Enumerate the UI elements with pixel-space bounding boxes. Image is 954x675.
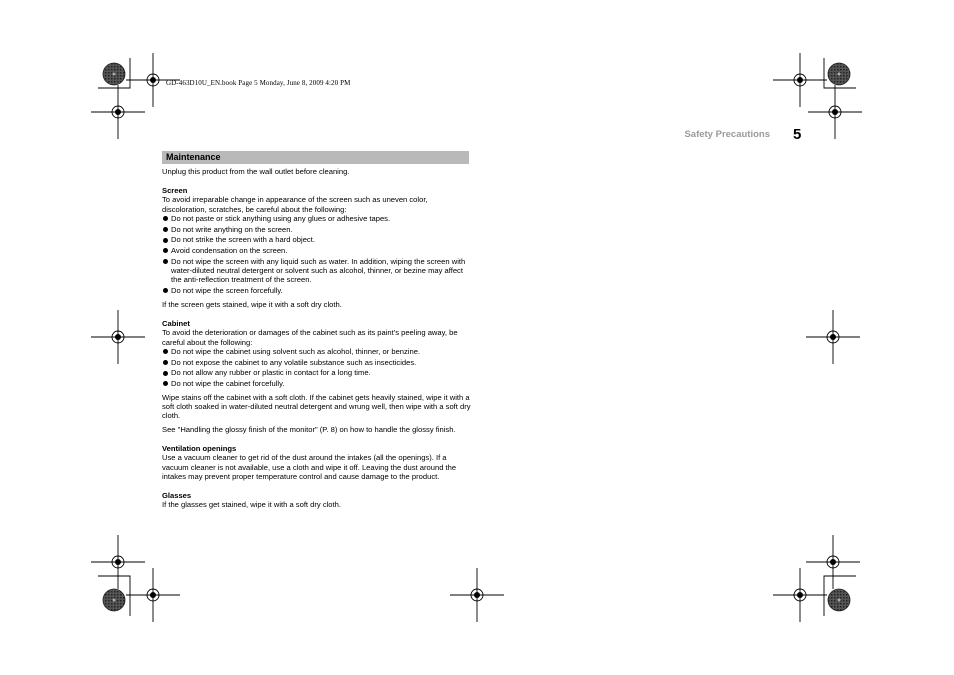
list-item: Do not allow any rubber or plastic in contact for a long time. xyxy=(162,368,472,377)
list-item: Do not write anything on the screen. xyxy=(162,225,472,234)
running-head: Safety Precautions xyxy=(684,129,770,140)
maintenance-content xyxy=(162,167,472,509)
section-title: Maintenance xyxy=(166,152,221,162)
screen-heading: Screen xyxy=(162,186,188,196)
screen-bullet-list xyxy=(162,214,472,296)
list-item: Do not expose the cabinet to any volatile substance such as insecticides. xyxy=(162,358,472,367)
registration-mark xyxy=(91,310,145,364)
list-item: Avoid condensation on the screen. xyxy=(162,246,472,255)
registration-mark xyxy=(808,85,862,139)
cabinet-bullet-list xyxy=(162,347,472,389)
screen-after-paragraph: If the screen gets stained, wipe it with a soft dry cloth. xyxy=(162,299,342,309)
book-file-info: GD-463D10U_EN.book Page 5 Monday, June 8, 2009 4:20 PM xyxy=(166,79,351,87)
star-target-top-right xyxy=(828,63,850,85)
registration-mark xyxy=(773,53,827,107)
list-item: Do not wipe the cabinet forcefully. xyxy=(162,379,472,388)
registration-mark xyxy=(806,310,860,364)
ventilation-heading: Ventilation openings xyxy=(162,444,237,454)
star-target-bottom-right xyxy=(828,589,850,611)
list-item: Do not strike the screen with a hard object. xyxy=(162,235,472,244)
registration-mark xyxy=(91,85,145,139)
ventilation-paragraph: Use a vacuum cleaner to get rid of the dust around the intakes (all the openings). If a vacuum cleaner is not available, use a cloth and wipe it off. Leaving the dust around the intakes may prevent proper temperature control and cause damage to the product. xyxy=(162,453,457,481)
page-number: 5 xyxy=(793,126,802,143)
registration-mark xyxy=(91,535,145,589)
list-item: Do not wipe the screen with any liquid such as water. In addition, wiping the screen with water-diluted neutral detergent or solvent such as alcohol, thinner, or bezine may affect the anti-reflection treatment of the screen. xyxy=(162,257,472,285)
list-item: Do not wipe the screen forcefully. xyxy=(162,286,472,295)
glasses-paragraph: If the glasses get stained, wipe it with a soft dry cloth. xyxy=(162,500,341,510)
star-target-bottom-left xyxy=(103,589,125,611)
registration-mark xyxy=(806,535,860,589)
list-item: Do not paste or stick anything using any glues or adhesive tapes. xyxy=(162,214,472,223)
registration-mark xyxy=(773,568,827,622)
section-heading-bar xyxy=(162,151,469,164)
cabinet-after-paragraph-2: See "Handling the glossy finish of the monitor" (P. 8) on how to handle the glossy finish. xyxy=(162,424,456,434)
star-target-top-left xyxy=(103,63,125,85)
cabinet-heading: Cabinet xyxy=(162,319,190,329)
registration-mark xyxy=(450,568,504,622)
list-item: Do not wipe the cabinet using solvent such as alcohol, thinner, or benzine. xyxy=(162,347,472,356)
registration-mark xyxy=(126,568,180,622)
intro-paragraph: Unplug this product from the wall outlet before cleaning. xyxy=(162,167,350,176)
cabinet-paragraph: To avoid the deterioration or damages of the cabinet such as its paint's peeling away, be careful about the following: xyxy=(162,328,458,347)
cabinet-after-paragraph-1: Wipe stains off the cabinet with a soft cloth. If the cabinet gets heavily stained, wipe it with a soft cloth soaked in water-diluted neutral detergent and wrung well, then wipe with a soft dry cloth. xyxy=(162,392,471,421)
glasses-heading: Glasses xyxy=(162,490,192,500)
screen-paragraph: To avoid irreparable change in appearance of the screen such as uneven color, discoloration, scratches, be careful about the following: xyxy=(162,195,428,214)
